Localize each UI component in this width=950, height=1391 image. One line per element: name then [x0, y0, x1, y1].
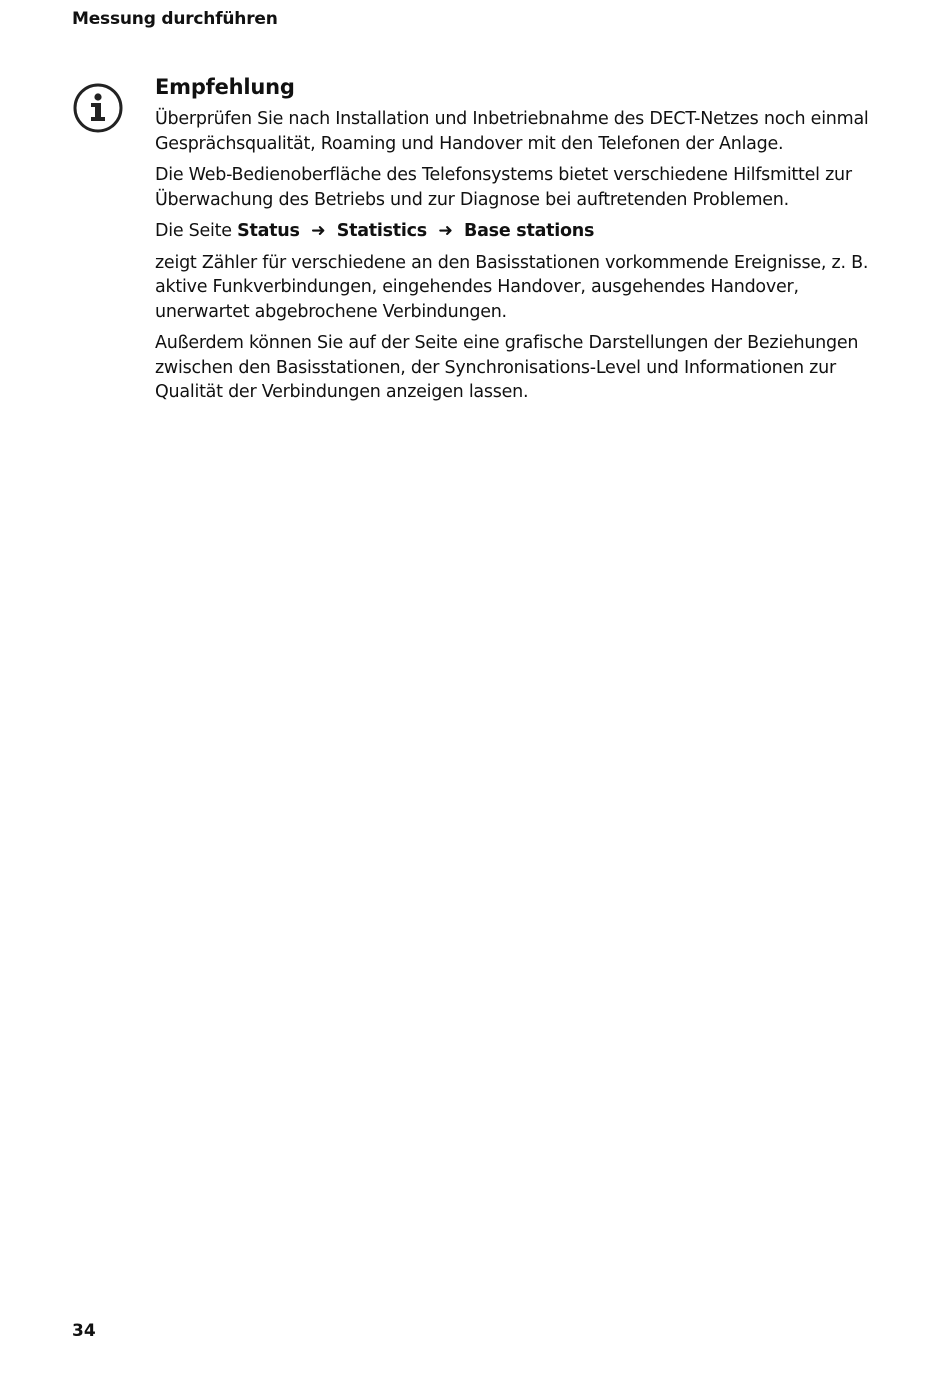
recommendation-note: [155, 75, 895, 412]
note-paragraph-1: Überprüfen Sie nach Installation und Inbetriebnahme des DECT-Netzes noch einmal Gesprächsqualität, Roaming und Handover mit den Telefonen der Anlage.: [155, 109, 869, 154]
note-heading: Empfehlung: [155, 75, 295, 99]
note-paragraph-2: Die Web-Bedienoberfläche des Telefonsystems bietet verschiedene Hilfsmittel zur Überwachung des Betriebs und zur Diagnose bei auftretenden Problemen.: [155, 165, 852, 210]
page-number: 34: [72, 1321, 96, 1341]
menu-path-base-stations: Base stations: [464, 221, 595, 241]
arrow-right-icon: ➜: [438, 221, 453, 241]
note-paragraph-4: Außerdem können Sie auf der Seite eine grafische Darstellungen der Beziehungen zwischen den Basisstationen, der Synchronisations-Level und Informationen zur Qualität der Verbindungen anzeigen lassen.: [155, 333, 859, 402]
menu-path-prefix: Die Seite: [155, 221, 232, 241]
menu-path-status: Status: [237, 221, 300, 241]
running-header: Messung durchführen: [72, 9, 278, 29]
info-icon: [72, 82, 124, 134]
menu-path-statistics: Statistics: [336, 221, 427, 241]
note-paragraph-3: zeigt Zähler für verschiedene an den Basisstationen vorkommende Ereignisse, z. B. aktive Funkverbindungen, eingehendes Handover, ausgehendes Handover, unerwartet abgebrochene Verbindungen.: [155, 252, 869, 322]
arrow-right-icon: ➜: [310, 221, 326, 241]
menu-path: [155, 219, 895, 244]
